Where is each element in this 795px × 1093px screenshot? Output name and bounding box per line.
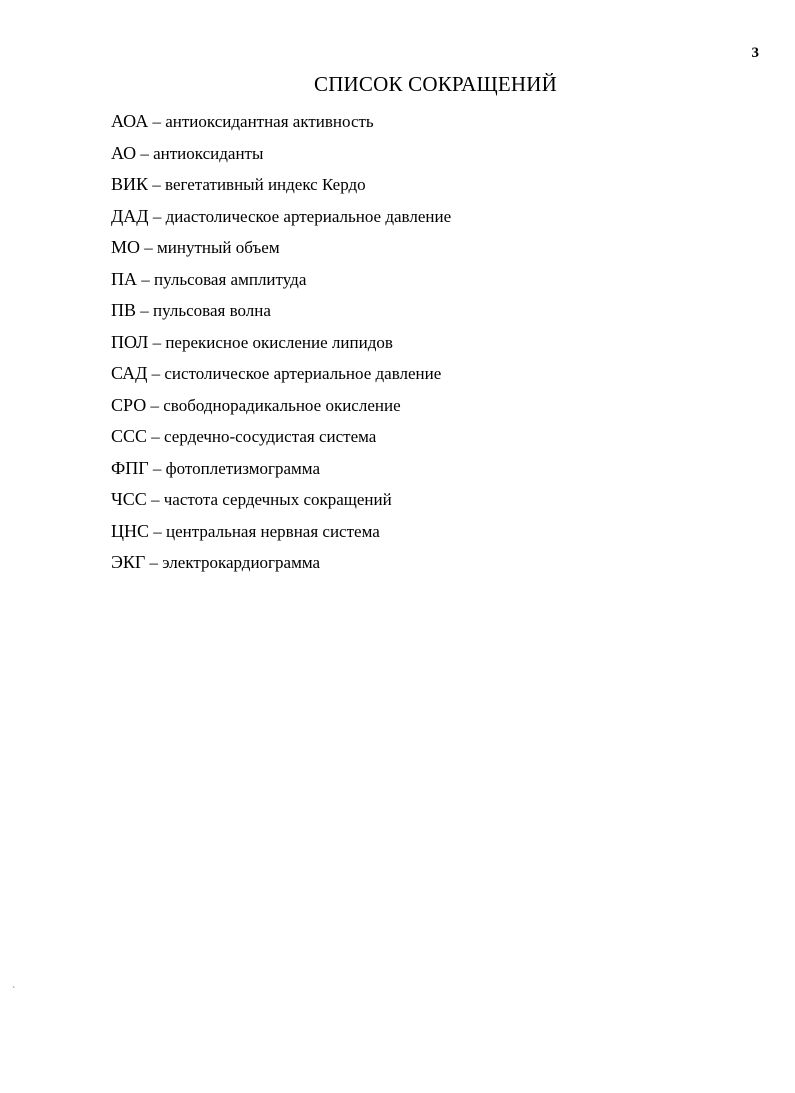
- abbreviation-dash: –: [136, 301, 154, 320]
- abbreviation-term: МО: [111, 237, 141, 257]
- abbreviation-term: ЧСС: [111, 489, 147, 509]
- abbreviation-definition: перекисное окисление липидов: [165, 332, 393, 352]
- abbreviation-dash: –: [140, 238, 158, 257]
- abbreviation-definition: свободнорадикальное окисление: [163, 395, 401, 415]
- abbreviation-item: [111, 202, 451, 234]
- abbreviation-term: ЭКГ: [111, 552, 146, 572]
- abbreviation-item: [111, 548, 451, 580]
- abbreviation-term: САД: [111, 363, 148, 383]
- abbreviation-dash: –: [148, 175, 166, 194]
- stray-mark: `: [12, 986, 16, 997]
- abbreviation-term: ССС: [111, 426, 148, 446]
- abbreviation-item: [111, 328, 451, 360]
- abbreviation-definition: сердечно-сосудистая система: [164, 427, 377, 446]
- abbreviation-term: АО: [111, 142, 137, 163]
- abbreviation-term: СРО: [111, 394, 147, 415]
- abbreviation-term: ВИК: [111, 174, 149, 194]
- abbreviation-term: ПА: [111, 268, 137, 289]
- abbreviation-dash: –: [148, 206, 166, 226]
- abbreviation-definition: центральная нервная система: [166, 521, 380, 541]
- abbreviation-item: [111, 233, 451, 265]
- abbreviation-dash: –: [147, 364, 165, 383]
- abbreviation-definition: вегетативный индекс Кердо: [165, 175, 366, 194]
- abbreviation-definition: систолическое артериальное давление: [164, 364, 442, 383]
- abbreviation-dash: –: [149, 521, 167, 541]
- abbreviation-term: ФПГ: [111, 457, 149, 478]
- abbreviation-dash: –: [148, 458, 166, 478]
- abbreviation-term: ЦНС: [111, 520, 150, 541]
- abbreviation-dash: –: [146, 395, 164, 415]
- abbreviation-definition: пульсовая волна: [153, 301, 271, 320]
- abbreviation-definition: электрокардиограмма: [162, 553, 321, 572]
- abbreviation-dash: –: [136, 143, 154, 163]
- abbreviation-item: [111, 422, 451, 454]
- abbreviation-term: ПОЛ: [111, 331, 149, 352]
- abbreviation-item: [111, 454, 451, 486]
- abbreviation-item: [111, 265, 451, 297]
- page-title: СПИСОК СОКРАЩЕНИЙ: [313, 72, 557, 96]
- abbreviation-definition: диастолическое артериальное давление: [165, 206, 452, 226]
- abbreviation-item: [111, 139, 451, 171]
- abbreviation-dash: –: [145, 553, 163, 572]
- abbreviation-definition: минутный объем: [157, 238, 280, 257]
- abbreviation-item: [111, 485, 451, 517]
- abbreviation-item: [111, 107, 451, 139]
- abbreviation-definition: антиоксидантная активность: [165, 112, 374, 131]
- abbreviation-dash: –: [147, 427, 165, 446]
- abbreviation-item: [111, 296, 451, 328]
- abbreviation-item: [111, 517, 451, 549]
- abbreviation-term: ПВ: [111, 300, 137, 320]
- abbreviation-term: АОА: [111, 111, 149, 131]
- abbreviation-dash: –: [148, 332, 166, 352]
- abbreviation-item: [111, 170, 451, 202]
- abbreviation-definition: фотоплетизмограмма: [165, 458, 320, 478]
- page-number: 3: [751, 45, 759, 61]
- abbreviation-dash: –: [137, 269, 154, 289]
- abbreviation-dash: –: [148, 112, 166, 131]
- abbreviation-dash: –: [146, 490, 164, 509]
- abbreviation-item: [111, 359, 451, 391]
- abbreviation-term: ДАД: [111, 205, 149, 226]
- abbreviation-definition: частота сердечных сокращений: [163, 490, 392, 509]
- abbreviation-definition: пульсовая амплитуда: [154, 269, 307, 289]
- abbreviation-list: [111, 107, 451, 580]
- abbreviation-item: [111, 391, 451, 423]
- abbreviation-definition: антиоксиданты: [153, 143, 264, 163]
